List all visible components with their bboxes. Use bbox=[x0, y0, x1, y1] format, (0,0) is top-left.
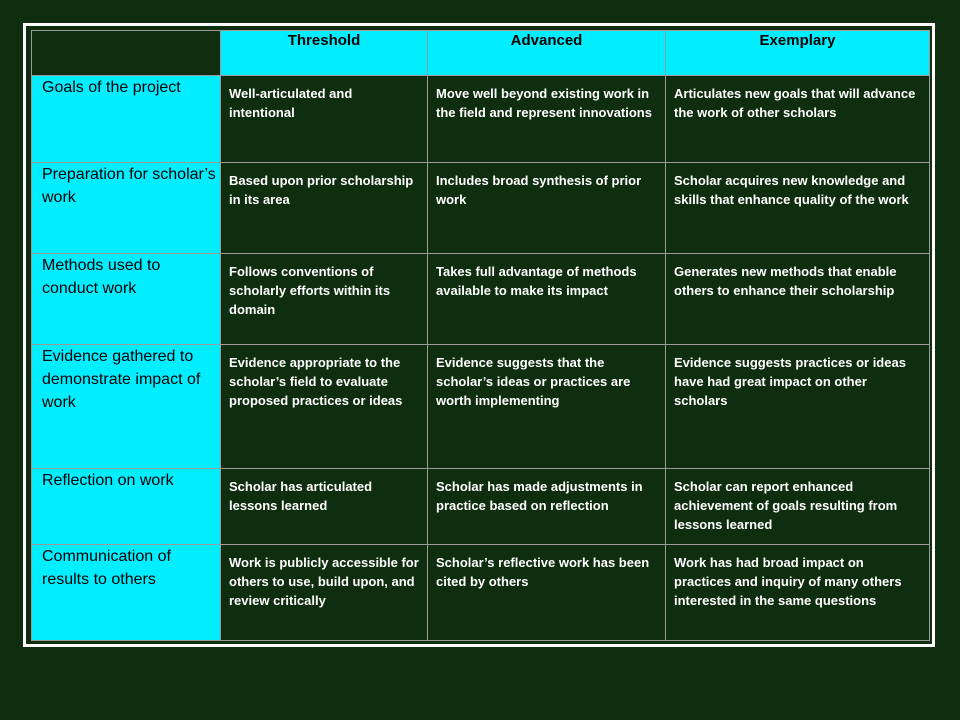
advanced-cell: Move well beyond existing work in the field and represent innovations bbox=[428, 76, 666, 163]
table-row bbox=[32, 163, 930, 254]
column-header-advanced: Advanced bbox=[428, 31, 666, 76]
advanced-cell: Includes broad synthesis of prior work bbox=[428, 163, 666, 254]
threshold-cell: Work is publicly accessible for others to use, build upon, and review critically bbox=[221, 545, 428, 641]
threshold-cell: Well-articulated and intentional bbox=[221, 76, 428, 163]
row-header: Communication of results to others bbox=[32, 545, 221, 641]
row-header: Goals of the project bbox=[32, 76, 221, 163]
threshold-cell: Based upon prior scholarship in its area bbox=[221, 163, 428, 254]
advanced-cell: Evidence suggests that the scholar’s ideas or practices are worth implementing bbox=[428, 345, 666, 469]
exemplary-cell: Evidence suggests practices or ideas have had great impact on other scholars bbox=[666, 345, 930, 469]
exemplary-cell: Scholar can report enhanced achievement of goals resulting from lessons learned bbox=[666, 469, 930, 545]
table-row bbox=[32, 254, 930, 345]
exemplary-cell: Generates new methods that enable others to enhance their scholarship bbox=[666, 254, 930, 345]
table-row bbox=[32, 469, 930, 545]
column-header-threshold: Threshold bbox=[221, 31, 428, 76]
table-row bbox=[32, 545, 930, 641]
advanced-cell: Scholar has made adjustments in practice based on reflection bbox=[428, 469, 666, 545]
corner-cell bbox=[32, 31, 221, 76]
advanced-cell: Scholar’s reflective work has been cited by others bbox=[428, 545, 666, 641]
column-header-exemplary: Exemplary bbox=[666, 31, 930, 76]
header-row bbox=[32, 31, 930, 76]
row-header: Evidence gathered to demonstrate impact of work bbox=[32, 345, 221, 469]
table-row bbox=[32, 345, 930, 469]
threshold-cell: Follows conventions of scholarly efforts within its domain bbox=[221, 254, 428, 345]
advanced-cell: Takes full advantage of methods available to make its impact bbox=[428, 254, 666, 345]
row-header: Reflection on work bbox=[32, 469, 221, 545]
rubric-table bbox=[31, 30, 930, 641]
row-header: Methods used to conduct work bbox=[32, 254, 221, 345]
exemplary-cell: Scholar acquires new knowledge and skills that enhance quality of the work bbox=[666, 163, 930, 254]
table-row bbox=[32, 76, 930, 163]
threshold-cell: Evidence appropriate to the scholar’s field to evaluate proposed practices or ideas bbox=[221, 345, 428, 469]
threshold-cell: Scholar has articulated lessons learned bbox=[221, 469, 428, 545]
exemplary-cell: Articulates new goals that will advance the work of other scholars bbox=[666, 76, 930, 163]
exemplary-cell: Work has had broad impact on practices and inquiry of many others interested in the same questions bbox=[666, 545, 930, 641]
row-header: Preparation for scholar’s work bbox=[32, 163, 221, 254]
